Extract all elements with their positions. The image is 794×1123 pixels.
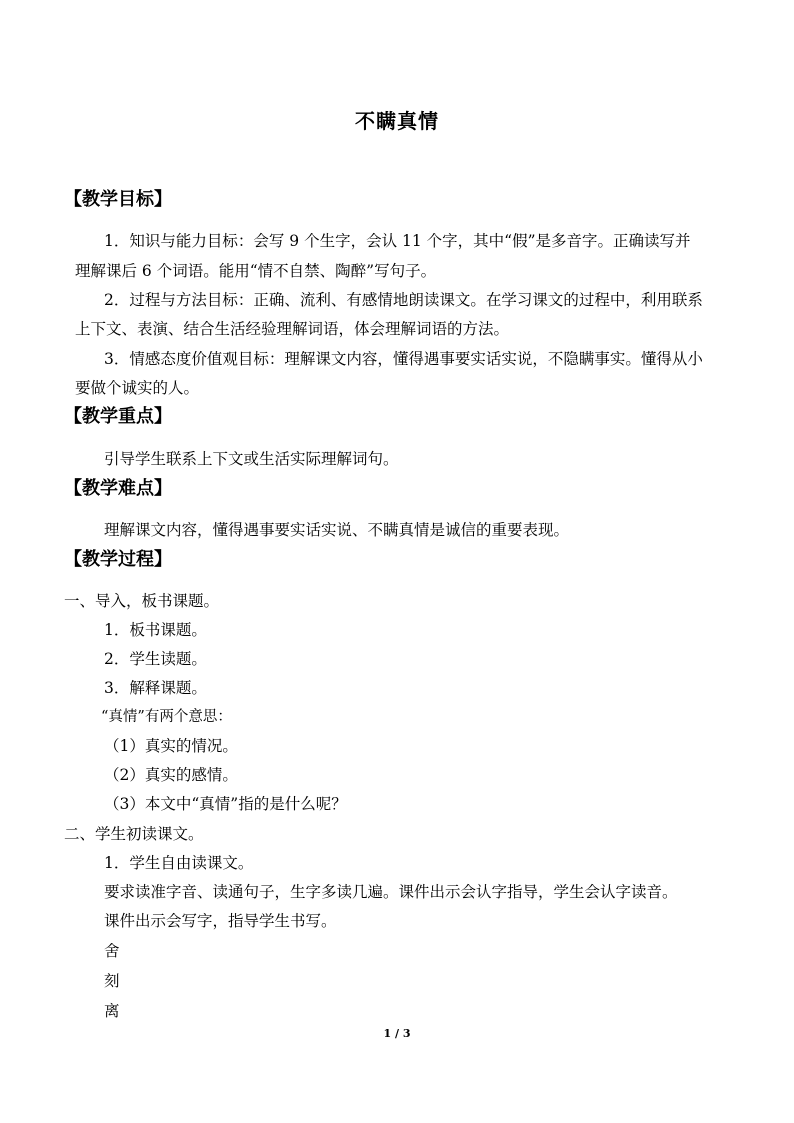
practice-char-2: 刻 <box>104 972 120 990</box>
practice-char-3: 离 <box>104 1002 120 1020</box>
section-2-title: 二、学生初读课文。 <box>64 825 204 843</box>
objectives-heading: 【教学目标】 <box>64 189 172 210</box>
section-1-meaning: “真情”有两个意思： <box>101 709 232 725</box>
objective-1-line-2: 理解课后 6 个词语。能用“情不自禁、陶醉”写句子。 <box>75 262 437 280</box>
section-1-item-1: 1．板书课题。 <box>104 621 207 639</box>
section-1-item-3: 3．解释课题。 <box>104 679 207 697</box>
key-points-heading: 【教学重点】 <box>64 406 172 427</box>
section-1-meaning-1: （1）真实的情况。 <box>104 737 238 755</box>
section-1-title: 一、导入，板书课题。 <box>64 592 220 610</box>
page-number: 1 / 3 <box>383 1027 411 1040</box>
objective-1-line-1: 1．知识与能力目标：会写 9 个生字，会认 11 个字，其中“假”是多音字。正确读写并 <box>104 232 691 250</box>
objective-3-line-2: 要做个诚实的人。 <box>75 379 200 397</box>
section-2-item-1: 1．学生自由读课文。 <box>104 854 254 872</box>
section-2-writing: 课件出示会写字，指导学生书写。 <box>104 912 337 930</box>
difficulties-text: 理解课文内容，懂得遇事要实话实说、不瞒真情是诚信的重要表现。 <box>104 521 570 539</box>
objective-3-line-1: 3．情感态度价值观目标：理解课文内容，懂得遇事要实话实说，不隐瞒事实。懂得从小 <box>104 350 703 368</box>
section-1-meaning-2: （2）真实的感情。 <box>104 766 238 784</box>
section-1-meaning-3: （3）本文中“真情”指的是什么呢？ <box>104 795 347 813</box>
difficulties-heading: 【教学难点】 <box>64 478 172 499</box>
section-1-item-2: 2．学生读题。 <box>104 650 207 668</box>
objective-2-line-2: 上下文、表演、结合生活经验理解词语，体会理解词语的方法。 <box>75 320 510 338</box>
document-title: 不瞒真情 <box>355 109 439 133</box>
key-points-text: 引导学生联系上下文或生活实际理解词句。 <box>104 450 399 468</box>
objective-2-line-1: 2．过程与方法目标：正确、流利、有感情地朗读课文。在学习课文的过程中，利用联系 <box>104 291 703 309</box>
practice-char-1: 舍 <box>104 942 120 960</box>
section-2-requirement: 要求读准字音、读通句子，生字多读几遍。课件出示会认字指导，学生会认字读音。 <box>104 883 678 901</box>
process-heading: 【教学过程】 <box>64 549 172 570</box>
